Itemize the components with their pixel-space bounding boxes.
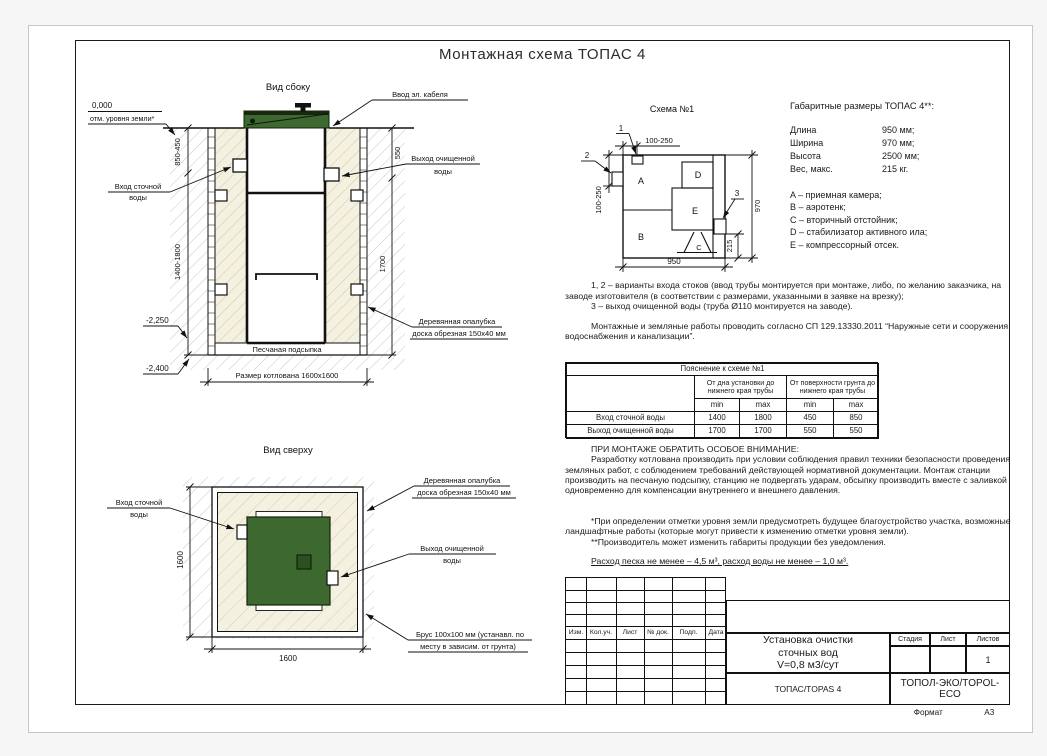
spec-name: Вес, макс. xyxy=(790,164,833,174)
doc-title-line3: V=0,8 м3/сут xyxy=(777,659,839,672)
chamber-a: A xyxy=(637,176,645,186)
footnote-ground-level: *При определении отметки уровня земли предусмотреть будущее благоустройство участка, возможные ландшафтные работы (которые могут привести к изменению отметки уровня земли). xyxy=(565,516,1011,537)
schema-title: Схема №1 xyxy=(649,104,695,114)
chamber-b: B xyxy=(637,232,645,242)
sheet-header: Лист xyxy=(930,633,966,646)
revision-grid xyxy=(565,577,726,705)
s heets-value: 1 xyxy=(966,646,1010,673)
notes-block xyxy=(565,280,1011,342)
sheet-title: Монтажная схема ТОПАС 4 xyxy=(438,46,647,63)
table-max-header: max xyxy=(833,398,879,412)
note-outlet: 3 – выход очищенной воды (труба Ø110 монтируется на заводе). xyxy=(591,301,853,312)
callout-3-label: 3 xyxy=(734,189,740,198)
rev-col-podp: Подп. xyxy=(679,629,698,636)
callout-1-label: 1 xyxy=(618,124,624,133)
table-cell: 450 xyxy=(786,411,834,425)
side-view-title: Вид сбоку xyxy=(265,82,311,93)
inlet-top-line1: Вход сточной xyxy=(115,498,163,507)
label-cable xyxy=(333,90,468,126)
legend-item: D – стабилизатор активного ила; xyxy=(790,227,928,238)
dim-1700: 1700 xyxy=(378,255,387,273)
level-2250-value: -2,250 xyxy=(146,316,169,325)
format-label: Формат xyxy=(913,708,943,717)
outlet-3 xyxy=(714,219,726,234)
footnotes-block xyxy=(565,516,1015,567)
top-view-title: Вид сверху xyxy=(263,445,313,456)
table-group1-header: От дна установки до нижнего края трубы xyxy=(694,375,787,399)
sheet-value xyxy=(930,646,966,673)
dim-215-label: 215 xyxy=(725,239,734,253)
label-formwork-top xyxy=(367,476,516,511)
callout-2-label: 2 xyxy=(584,151,590,160)
chamber-e: E xyxy=(691,206,699,216)
table-min-header: min xyxy=(694,398,740,412)
tank-lid-top xyxy=(247,517,330,605)
formwork-top-line1: Деревянная опалубка xyxy=(423,476,501,485)
pit-size-label: Размер котлована 1600х1600 xyxy=(235,371,339,380)
specs-title: Габаритные размеры ТОПАС 4**: xyxy=(790,101,935,111)
side-view-drawing xyxy=(80,80,535,395)
sheets-header: Листов xyxy=(966,633,1010,646)
tank-section xyxy=(247,128,325,343)
outlet-top-line1: Выход очищенной xyxy=(420,544,484,553)
company-cell: ТОПОЛ-ЭКО/TOPOL-ECO xyxy=(890,673,1010,705)
product-cell: ТОПАС/TOPAS 4 xyxy=(726,673,890,705)
zero-level-value: 0,000 xyxy=(92,101,113,110)
vent-cap xyxy=(295,103,311,108)
attention-block xyxy=(565,444,1013,495)
chamber-c: C xyxy=(696,243,702,252)
format-row xyxy=(893,708,1015,717)
table-min-header: min xyxy=(786,398,834,412)
table-row-name: Выход очищенной воды xyxy=(566,424,695,439)
table-row-name: Вход сточной воды xyxy=(566,411,695,425)
table-title: Пояснение к схеме №1 xyxy=(566,363,879,376)
spec-value: 215 кг. xyxy=(882,164,909,174)
table-group2-header: От поверхности грунта до нижнего края трубы xyxy=(786,375,879,399)
note-inlet-options: 1, 2 – варианты входа стоков (ввод трубы монтируется при монтаже, либо, по желанию заказчика, на заводе изготовителя (в соответствии с размерами, указанными в заявке на врезку); xyxy=(565,280,1002,301)
spec-value: 2500 мм; xyxy=(882,151,920,161)
table-cell: 550 xyxy=(786,424,834,439)
inlet-pipe-top xyxy=(237,525,247,539)
inlet-label-line2: воды xyxy=(129,193,147,202)
dim-550: 550 xyxy=(393,146,402,160)
doc-title-cell xyxy=(726,633,890,673)
sand-label: Песчаная подсыпка xyxy=(252,345,322,354)
dim-left-label: 100-250 xyxy=(594,186,603,214)
outlet-label-line2: воды xyxy=(434,167,452,176)
zero-level-mark xyxy=(88,101,175,135)
footnote-manufacturer: **Производитель может изменить габариты продукции без уведомления. xyxy=(591,536,886,547)
inlet-pipe xyxy=(233,159,247,172)
dim-pit-size xyxy=(200,368,374,386)
attention-body: Разработку котлована производить при условии соблюдения правил техники безопасности проведения земляных работ, с соблюдением требований действующей нормативной документации. Монтаж станции производить на песчаную подсыпку, станцию не подвергать ударам, обсыпку производить вместе с заливкой одновременно для компенсации внутреннего и внешнего давления. xyxy=(565,454,1011,496)
dim-top-label: 100-250 xyxy=(645,136,673,145)
attention-title: ПРИ МОНТАЖЕ ОБРАТИТЬ ОСОБОЕ ВНИМАНИЕ: xyxy=(591,444,800,454)
label-beam xyxy=(366,614,532,652)
legend-item: C – вторичный отстойник; xyxy=(790,214,898,225)
format-value: А3 xyxy=(984,708,995,717)
spec-value: 970 мм; xyxy=(882,138,915,148)
outlet-label-line1: Выход очищенной xyxy=(411,154,475,163)
dimensions-spec-block xyxy=(790,100,1012,251)
formwork-top-line2: доска обрезная 150х40 мм xyxy=(417,488,511,497)
dim-1400-1800: 1400-1800 xyxy=(173,244,182,280)
callout-1 xyxy=(616,124,636,154)
rev-col-ndok: № док. xyxy=(647,629,669,636)
table-corner-cell xyxy=(566,375,695,412)
consumption-note: Расход песка не менее – 4,5 м³, расход воды не менее – 1,0 м³. xyxy=(591,556,849,567)
spec-row xyxy=(790,150,1012,163)
table-cell: 1700 xyxy=(694,424,740,439)
table-cell: 550 xyxy=(833,424,879,439)
explanation-table xyxy=(565,362,878,438)
legend-item: B – аэротенк; xyxy=(790,202,846,213)
stage-header: Стадия xyxy=(890,633,930,646)
inlet-top-line2: воды xyxy=(130,510,148,519)
table-cell: 1700 xyxy=(739,424,787,439)
note-sp-standard: Монтажные и земляные работы проводить согласно СП 129.13330.2011 “Наружные сети и сооружения водоснабжения и канализации”. xyxy=(565,320,1009,342)
inlet-option-2 xyxy=(612,172,623,186)
unit-outline xyxy=(623,155,725,258)
outlet-pipe xyxy=(324,168,339,181)
beam-label-line2: месту в зависим. от грунта) xyxy=(420,642,516,651)
inlet-option-1 xyxy=(632,156,643,164)
dim-bottom-1600 xyxy=(204,637,371,653)
spec-row xyxy=(790,124,1012,137)
doc-title-line2: сточных вод xyxy=(778,646,838,659)
vent-hatch xyxy=(297,555,311,569)
outlet-pipe-top xyxy=(327,571,338,585)
schema-1-drawing xyxy=(556,98,771,278)
legend-item: E – компрессорный отсек. xyxy=(790,239,899,250)
table-max-header: max xyxy=(739,398,787,412)
spec-value: 950 мм; xyxy=(882,125,915,135)
cable-label: Ввод эл. кабеля xyxy=(392,90,448,99)
spec-row xyxy=(790,163,1012,176)
level-2400-value: -2,400 xyxy=(146,364,169,373)
sand-bedding-box xyxy=(208,343,367,355)
doc-title-line1: Установка очистки xyxy=(762,634,853,647)
rev-col-list: Лист xyxy=(622,629,638,636)
rev-col-data: Дата xyxy=(708,629,724,636)
inlet-label-line1: Вход сточной xyxy=(114,182,162,191)
dim-850-450: 850-450 xyxy=(173,138,182,166)
dim-1600-left: 1600 xyxy=(176,551,185,569)
spec-name: Высота xyxy=(790,151,821,161)
tank-top xyxy=(237,512,338,611)
rev-col-izm: Изм. xyxy=(568,629,584,636)
legend-item: A – приемная камера; xyxy=(790,190,882,200)
dim-950-label: 950 xyxy=(667,257,681,266)
spec-name: Ширина xyxy=(790,138,824,148)
outlet-top-line2: воды xyxy=(443,556,461,565)
tank-lid xyxy=(244,103,329,128)
table-cell: 1800 xyxy=(739,411,787,425)
chamber-legend xyxy=(790,189,1012,251)
chamber-d: D xyxy=(694,170,702,180)
table-cell: 1400 xyxy=(694,411,740,425)
title-block-top-cell xyxy=(726,600,1010,633)
beam-label-line1: Брус 100х100 мм (устанавл. по xyxy=(415,630,525,639)
dim-970-label: 970 xyxy=(753,199,762,213)
spec-name: Длина xyxy=(790,125,817,135)
formwork-label-line1: Деревянная опалубка xyxy=(418,317,496,326)
dim-1600-bottom: 1600 xyxy=(279,654,297,663)
stage-value xyxy=(890,646,930,673)
formwork-label-line2: доска обрезная 150х40 мм xyxy=(412,329,506,338)
spec-row xyxy=(790,137,1012,150)
callout-2 xyxy=(581,151,611,173)
rev-col-koluch: Кол.уч. xyxy=(589,629,613,636)
table-cell: 850 xyxy=(833,411,879,425)
callout-3 xyxy=(723,189,744,218)
top-view-drawing xyxy=(88,442,538,672)
zero-level-note: отм. уровня земли* xyxy=(90,114,155,123)
